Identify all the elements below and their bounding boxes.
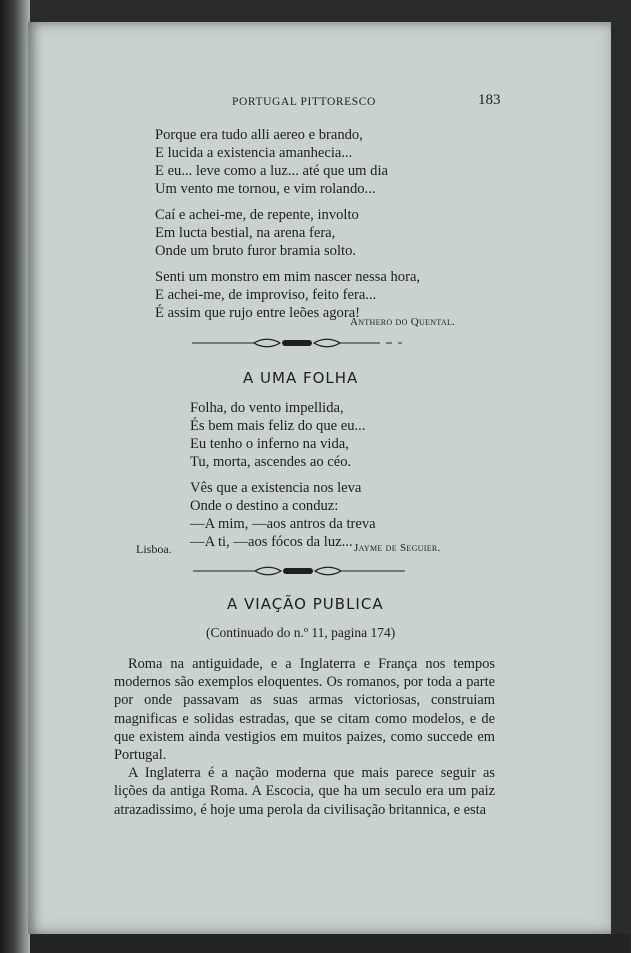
article-body bbox=[114, 655, 495, 819]
poem1-line: E lucida a existencia amanhecia... bbox=[155, 145, 353, 161]
ornamental-divider bbox=[192, 336, 412, 350]
poem2-line: És bem mais feliz do que eu... bbox=[190, 418, 366, 434]
article-paragraph: Roma na antiguidade, e a Inglaterra e França nos tempos modernos são exemplos eloquentes. Os romanos, por toda a parte por onde passavam as suas armas victoriosas, construiam magnificas e solidas estradas, que se citam como modelos, e de que existem ainda vestigios em muitos paizes, como succede em Portugal. bbox=[114, 656, 495, 764]
poem2-author: Jayme de Seguier. bbox=[354, 542, 441, 554]
poem2-line: Vês que a existencia nos leva bbox=[190, 480, 362, 496]
poem1-line: E eu... leve como a luz... até que um dia bbox=[155, 163, 389, 179]
poem2-line: —A ti, —aos fócos da luz... bbox=[190, 534, 353, 550]
article-title: A VIAÇÃO PUBLICA bbox=[227, 595, 384, 613]
poem1-line: Em lucta bestial, na arena fera, bbox=[155, 225, 336, 241]
poem1-line: Um vento me tornou, e vim rolando... bbox=[155, 181, 376, 197]
poem2-line: —A mim, —aos antros da treva bbox=[190, 516, 376, 532]
poem2-place: Lisboa. bbox=[136, 542, 172, 556]
ornamental-divider bbox=[193, 564, 405, 578]
poem2-line: Folha, do vento impellida, bbox=[190, 400, 344, 416]
poem2-line: Eu tenho o inferno na vida, bbox=[190, 436, 349, 452]
page-bottom-edge bbox=[30, 934, 630, 953]
poem1-line: Senti um monstro em mim nascer nessa hora, bbox=[155, 269, 421, 285]
poem2-line: Tu, morta, ascendes ao céo. bbox=[190, 454, 352, 470]
poem1-line: Onde um bruto furor bramia solto. bbox=[155, 243, 357, 259]
article-paragraph: A Inglaterra é a nação moderna que mais parece seguir as lições da antiga Roma. A Escocia, que ha um seculo era um paiz atrazadissimo, é hoje uma perola da civilisação britannica, e esta bbox=[114, 765, 495, 818]
poem1-line: Porque era tudo alli aereo e brando, bbox=[155, 127, 363, 143]
running-title: PORTUGAL PITTORESCO bbox=[232, 96, 376, 108]
page-number: 183 bbox=[478, 92, 501, 108]
book-binding bbox=[0, 0, 30, 953]
article-subtitle: (Continuado do n.º 11, pagina 174) bbox=[206, 625, 396, 640]
poem1-line: Caí e achei-me, de repente, involto bbox=[155, 207, 359, 223]
poem2-line: Onde o destino a conduz: bbox=[190, 498, 339, 514]
poem1-line: E achei-me, de improviso, feito fera... bbox=[155, 287, 377, 303]
poem2-title: A UMA FOLHA bbox=[243, 369, 359, 387]
poem1-author: Anthero do Quental. bbox=[350, 316, 456, 328]
poem1-line: É assim que rujo entre leões agora! bbox=[155, 305, 361, 321]
